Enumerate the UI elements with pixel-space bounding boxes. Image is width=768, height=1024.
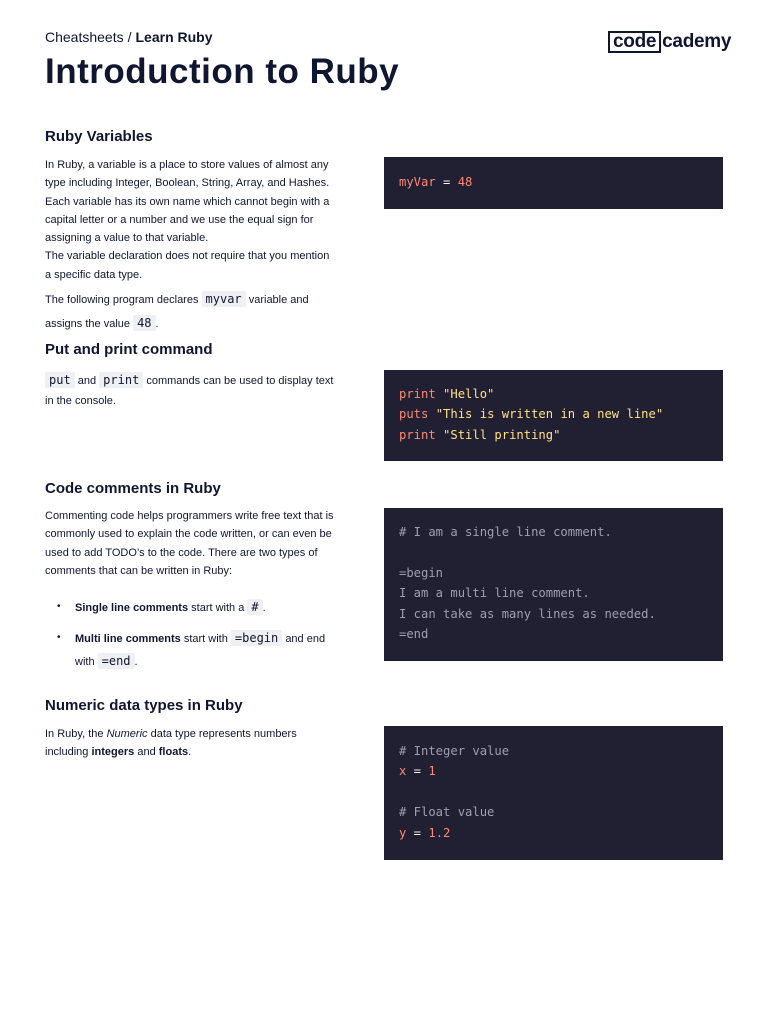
code-token: 48 <box>457 175 473 189</box>
code-token: 1 <box>428 764 436 779</box>
text: start with a <box>191 602 245 614</box>
code-token: x <box>399 764 407 779</box>
section-title-ruby-variables: Ruby Variables <box>45 128 153 145</box>
code-block-put-and-print <box>384 370 723 461</box>
paragraph: The variable declaration does not require that you mention a specific data type. <box>45 250 330 281</box>
code-token: puts <box>399 407 429 422</box>
code-line: I am a multi line comment. <box>399 586 590 601</box>
paragraph: Commenting code helps programmers write free text that is commonly used to explain the code written, or can even be used to add TODO’s to the code. There are two types of comments that can be written in Ruby: <box>45 510 334 577</box>
code-token: 1.2 <box>428 825 451 840</box>
section-title-code-comments: Code comments in Ruby <box>45 480 221 497</box>
text: and <box>77 375 97 387</box>
paragraph <box>45 288 337 336</box>
code-token: # Integer value <box>399 744 510 758</box>
code-token: y <box>399 825 407 840</box>
code-line: # I am a single line comment. <box>399 525 612 539</box>
list-item <box>45 627 345 673</box>
text: In Ruby, the <box>45 728 104 740</box>
section-title-put-and-print: Put and print command <box>45 341 213 358</box>
code-token: = <box>435 175 458 189</box>
code-token: = <box>406 764 429 779</box>
text: Single line comments <box>75 602 189 614</box>
text: and <box>137 746 156 759</box>
breadcrumb-link-cheatsheets[interactable]: Cheatsheets <box>45 29 124 45</box>
code-block-ruby-variables <box>384 157 723 209</box>
list-item <box>45 596 345 619</box>
code-block-code-comments <box>384 508 723 661</box>
text: Numeric <box>106 728 148 740</box>
section-text-ruby-variables <box>45 156 337 336</box>
inline-code: # <box>247 599 262 615</box>
inline-code: print <box>99 372 143 388</box>
inline-code: =begin <box>231 630 282 646</box>
text: Multi line comments <box>75 633 181 645</box>
code-token: = <box>406 825 429 840</box>
text: floats <box>158 746 189 759</box>
inline-code: myvar <box>202 291 246 307</box>
section-text-put-and-print <box>45 370 337 411</box>
logo-boxed-text: code <box>608 31 661 53</box>
code-line: I can take as many lines as needed. <box>399 606 656 621</box>
text: . <box>134 656 138 668</box>
section-text-numeric-data-types <box>45 725 337 762</box>
comment-types-list <box>45 596 345 681</box>
code-line: =end <box>399 627 429 642</box>
text: and end with <box>75 633 326 668</box>
inline-code: 48 <box>133 315 155 331</box>
inline-code: put <box>45 372 75 388</box>
code-token: print <box>399 387 436 401</box>
text: The following program declares <box>45 294 199 307</box>
text: . <box>188 746 192 759</box>
code-token: # Float value <box>399 805 495 820</box>
breadcrumb-current[interactable]: Learn Ruby <box>135 29 213 45</box>
text: commands can be used to display text in the console. <box>45 375 334 407</box>
code-token: "Hello" <box>443 387 495 401</box>
breadcrumb-separator: / <box>127 29 132 45</box>
text: . <box>262 602 266 614</box>
codecademy-logo[interactable] <box>608 31 731 53</box>
code-token: "This is written in a new line" <box>435 407 664 422</box>
paragraph <box>45 370 337 411</box>
code-token: print <box>399 427 436 442</box>
paragraph <box>45 725 337 762</box>
text: integers <box>91 746 135 759</box>
section-title-numeric-data-types: Numeric data types in Ruby <box>45 697 243 714</box>
section-text-code-comments <box>45 507 337 580</box>
logo-text: cademy <box>662 31 732 52</box>
paragraph: In Ruby, a variable is a place to store values of almost any type including Integer, Boolean, String, Array, and Hashes. Each variable has its own name which cannot begin with a capital letter or a number and we use the equal sign for assigning a value to that variable. <box>45 159 330 245</box>
text: start with <box>183 633 228 645</box>
code-token: "Still printing" <box>443 427 561 442</box>
text: data type represents numbers including <box>45 728 297 759</box>
text: variable and assigns the value <box>45 294 309 331</box>
text: . <box>155 318 159 331</box>
page-title: Introduction to Ruby <box>45 52 400 91</box>
inline-code: =end <box>98 653 135 669</box>
code-token: myVar <box>399 175 436 189</box>
code-line: =begin <box>399 565 444 580</box>
breadcrumb <box>45 29 213 45</box>
code-block-numeric-data-types <box>384 726 723 860</box>
